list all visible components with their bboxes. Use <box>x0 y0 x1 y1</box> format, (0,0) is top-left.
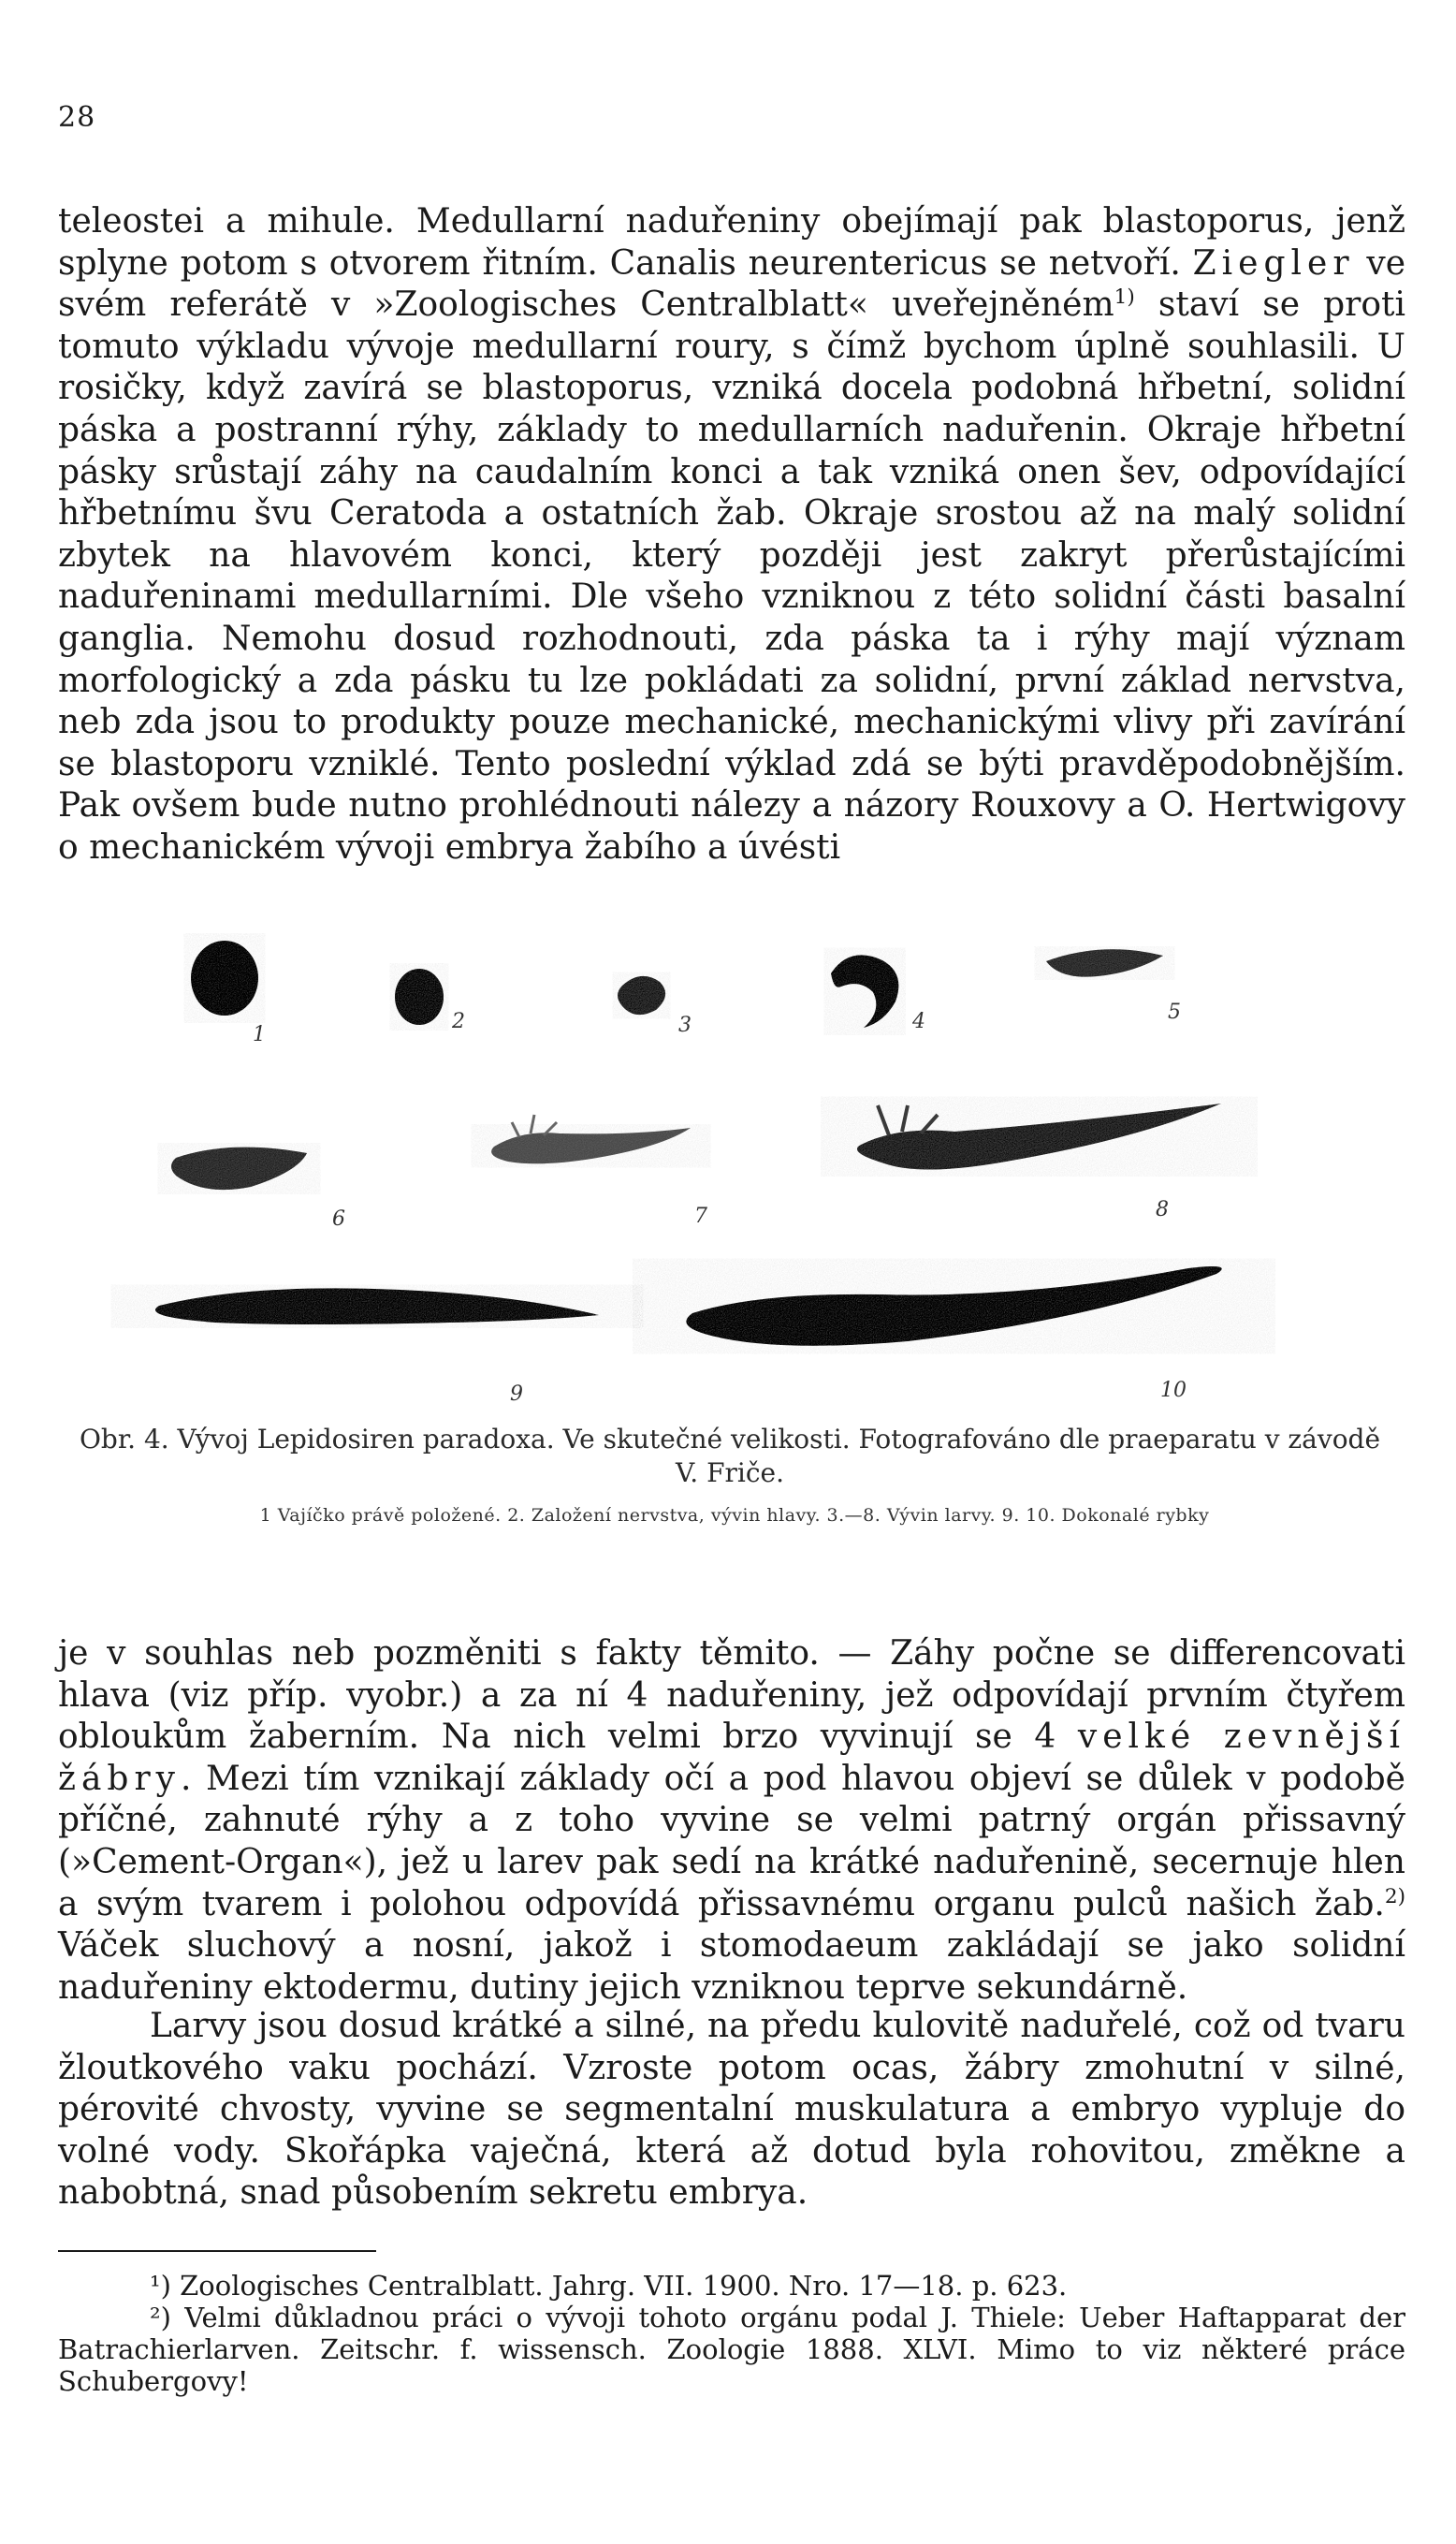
footnote-divider <box>58 2250 376 2252</box>
footnote-2: ²) Velmi důkladnou práci o vývoji tohoto orgánu podal J. Thiele: Ueber Haftapparat der Batrachierlarven. Zeitschr. f. wissensch. Zoologie 1888. XLVI. Mimo to viz některé práce Schubergovy! <box>58 2302 1405 2397</box>
figure-legend: 1 Vajíčko právě položené. 2. Založení nervstva, vývin hlavy. 3.—8. Vývin larvy. 9. 10. Dokonalé rybky <box>259 1505 1210 1526</box>
specimen-9-fish <box>155 1288 599 1324</box>
paragraph-1-text-c: staví se proti tomuto výkladu vývoje medullarní roury, s čímž bychom úplně souhlasili. U rosičky, když zavírá se blastoporus, vzniká docela podobná hřbetní, solidní páska a postranní rýhy, základy to medullarních naduřenin. Okraje hřbetní pásky srůstají záhy na caudalním konci a tak vzniká onen šev, odpovídající hřbetnímu švu Ceratoda a ostatních žab. Okraje srostou až na malý solidní zbytek na hlavovém konci, který později jest zakryt přerůstajícími naduřeninami medullarními. Dle všeho vzniknou z této solidní části basalní ganglia. Nemohu dosud rozhodnouti, zda páska ta i rýhy mají význam morfologický a zda pásku tu lze pokládati za solidní, první základ nervstva, neb zda jsou to produkty pouze mechanické, mechanickými vlivy při zavírání se blastoporu vzniklé. Tento poslední výklad zdá se býti pravděpodobnějším. Pak ovšem bude nutno prohlédnouti nálezy a názory Rouxovy a O. Hertwigovy o mechanickém vývoji embrya žabího a úvésti <box>58 285 1405 867</box>
figure-label-5: 5 <box>1168 1001 1181 1024</box>
figure-label-2: 2 <box>452 1010 465 1033</box>
specimen-5-larva <box>1046 949 1163 976</box>
figure-label-7: 7 <box>694 1205 707 1228</box>
paragraph-2-text-b: . Mezi tím vznikají základy očí a pod hlavou objeví se důlek v podobě příčné, zahnuté rýhy a z toho vyvine se velmi patrný orgán přissavný (»Cement-Organ«), jež u larev pak sedí na krátké naduřenině, secernuje hlen a svým tvarem i polohou odpovídá přissavnému organu pulců našich žab. <box>58 1759 1405 1923</box>
author-ziegler: Ziegler <box>1192 243 1355 283</box>
paragraph-3: Larvy jsou dosud krátké a silné, na předu kulovitě naduřelé, což od tvaru žloutkového vaku pochází. Vzroste potom ocas, žábry zmohutní v silné, pérovité chvosty, vyvine se segmentalní muskulatura a embryo vypluje do volné vody. Skořápka vaječná, která až dotud byla rohovitou, změkne a nabobtná, snad působením sekretu embrya. <box>58 2007 1405 2213</box>
figure-label-3: 3 <box>678 1014 692 1037</box>
figure-label-10: 10 <box>1160 1379 1187 1402</box>
footnote-1: ¹) Zoologisches Centralblatt. Jahrg. VII. 1900. Nro. 17—18. p. 623. <box>150 2270 1068 2302</box>
paragraph-2 <box>58 1633 1405 2009</box>
figure-label-8: 8 <box>1156 1198 1169 1221</box>
paragraph-1-text-b: ve svém referátě v »Zoologisches Centralblatt« uveřejněném <box>58 243 1405 325</box>
specimen-6-larva <box>171 1148 307 1191</box>
footnote-mark-1: 1) <box>1114 285 1135 310</box>
paragraph-2-text-a: je v souhlas neb pozměniti s fakty těmito. — Záhy počne se differencovati hlava (viz příp. vyobr.) a za ní 4 naduřeniny, jež odpovídají prvním čtyřem obloukům žaberním. Na nich velmi brzo vyvinují se 4 <box>58 1634 1405 1757</box>
figure-label-6: 6 <box>332 1207 345 1231</box>
figure-label-1: 1 <box>253 1023 266 1046</box>
specimen-10-fish <box>686 1266 1221 1346</box>
paragraph-1-text-a: teleostei a mihule. Medullarní naduřeniny obejímají pak blastoporus, jenž splyne potom s otvorem řitním. Canalis neurentericus se netvoří. <box>58 202 1405 283</box>
paragraph-2-text-c: Váček sluchový a nosní, jakož i stomodaeum zakládají se jako solidní naduřeniny ektodermu, dutiny jejich vzniknou teprve sekundárně. <box>58 1926 1405 2007</box>
specimen-1-egg <box>191 941 258 1016</box>
page-number: 28 <box>58 101 96 134</box>
specimen-8-larva <box>857 1104 1221 1170</box>
figure-label-9: 9 <box>510 1382 523 1406</box>
specimen-3-embryo <box>618 976 665 1015</box>
specimen-7-larva <box>491 1128 691 1163</box>
paragraph-1 <box>58 201 1405 870</box>
figure-caption: Obr. 4. Vývoj Lepidosiren paradoxa. Ve skutečné velikosti. Fotografováno dle praeparatu v závodě V. Friče. <box>79 1424 1381 1488</box>
emphasis-gills: velké zevnější žábry <box>58 1718 1405 1798</box>
specimen-2-embryo <box>395 969 444 1025</box>
figure-label-4: 4 <box>912 1010 925 1033</box>
specimen-4-larva <box>831 955 898 1028</box>
footnote-mark-2: 2) <box>1384 1884 1405 1908</box>
